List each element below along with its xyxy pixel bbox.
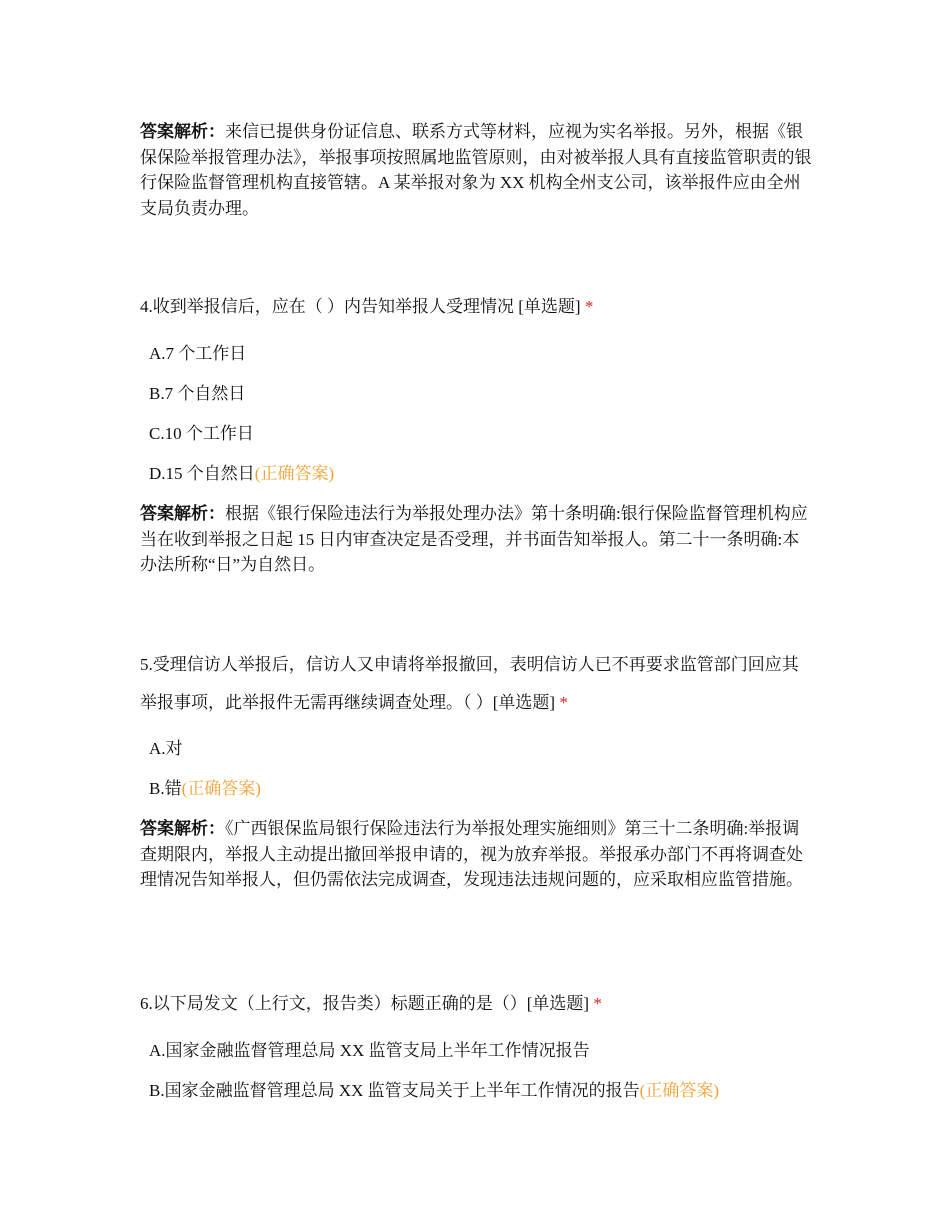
question-4-option-b: B.7 个自然日 [149,384,246,403]
explanation-label: 答案解析： [140,819,225,838]
question-5-title [140,646,812,722]
correct-answer-tag: (正确答案) [254,464,335,483]
explanation-text: 根据《银行保险违法行为举报处理办法》第十条明确:银行保险监督管理机构应当在收到举报之日起 15 日内审查决定是否受理，并书面告知举报人。第二十一条明确:本办法所称“日”为自然日。 [140,504,808,574]
question-6-option-a: A.国家金融监督管理总局 XX 监管支局上半年工作情况报告 [149,1041,590,1060]
question-6-option-b: B.国家金融监督管理总局 XX 监管支局关于上半年工作情况的报告(正确答案) [149,1081,719,1100]
required-marker: * [584,297,594,316]
explanation-text: 来信已提供身份证信息、联系方式等材料，应视为实名举报。另外，根据《银保保险举报管理办法》，举报事项按照属地监管原则，由对被举报人具有直接监管职责的银行保险监督管理机构直接管辖。A 某举报对象为 XX 机构全州支公司，该举报件应由全州支局负责办理。 [140,122,812,218]
question-4-option-c: C.10 个工作日 [149,424,254,443]
required-marker: * [559,693,568,712]
question-4-title [140,288,812,326]
question-text: 5.受理信访人举报后，信访人又申请将举报撤回，表明信访人已不再要求监管部门回应其举报事项，此举报件无需再继续调查处理。（ ）[单选题] [140,655,799,712]
required-marker: * [593,994,602,1013]
question-4-option-a: A.7 个工作日 [149,344,247,363]
answer-explanation-q5 [140,816,812,893]
explanation-label: 答案解析： [140,122,225,141]
question-text: 4.收到举报信后，应在（ ）内告知举报人受理情况 [单选题] [140,297,581,316]
explanation-text: 《广西银保监局银行保险违法行为举报处理实施细则》第三十二条明确:举报调查期限内，举报人主动提出撤回举报申请的，视为放弃举报。举报承办部门不再将调查处理情况告知举报人，但仍需依法完成调查，发现违法违规问题的，应采取相应监管措施。 [140,819,803,889]
question-5-option-a: A.对 [149,739,183,758]
question-4-option-d: D.15 个自然日(正确答案) [149,464,335,483]
answer-explanation-q4 [140,501,812,578]
question-6-title [140,985,812,1023]
question-text: 6.以下局发文（上行文，报告类）标题正确的是（）[单选题] [140,994,590,1013]
explanation-label: 答案解析： [140,504,225,523]
correct-answer-tag: (正确答案) [639,1081,719,1100]
correct-answer-tag: (正确答案) [181,779,261,798]
question-5-option-b: B.错(正确答案) [149,779,261,798]
answer-explanation-q3 [140,119,812,221]
